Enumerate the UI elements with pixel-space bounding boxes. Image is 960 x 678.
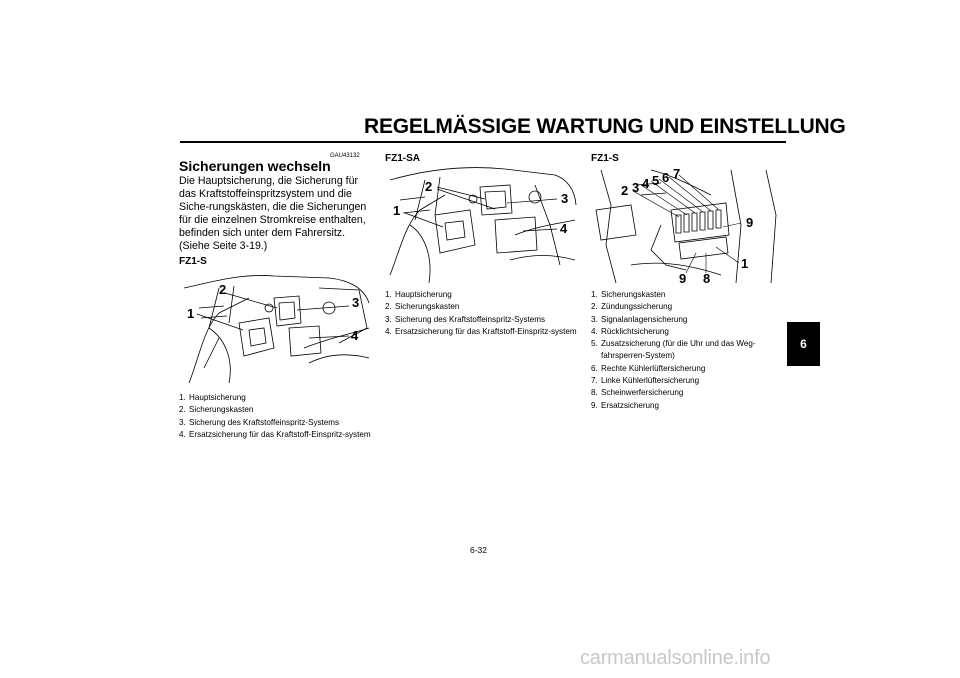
illustration-fz1s-fuse-box xyxy=(591,165,783,285)
legend-item: 5. Zusatzsicherung (für die Uhr und das Weg-fahrsperren-System) xyxy=(591,339,756,361)
callout-1: 1 xyxy=(187,306,195,321)
motorcycle-seat-area-drawing xyxy=(179,268,371,388)
legend-item: 1. Hauptsicherung xyxy=(179,393,246,402)
callout-3: 3 xyxy=(352,295,360,310)
legend-item: 4. Ersatzsicherung für das Kraftstoff-Einspritz-system xyxy=(385,326,577,336)
model-label-fz1s-fusebox: FZ1-S xyxy=(591,153,619,164)
callout-9-upper: 9 xyxy=(746,215,754,230)
callout-5: 5 xyxy=(652,173,660,188)
callout-2: 2 xyxy=(621,183,629,198)
page-title: REGELMÄSSIGE WARTUNG UND EINSTELLUNG xyxy=(364,115,846,138)
callout-7: 7 xyxy=(673,166,681,181)
legend-item: 1. Hauptsicherung xyxy=(385,290,452,299)
section-heading: Sicherungen wechseln xyxy=(179,158,331,174)
callout-6: 6 xyxy=(662,170,670,185)
model-label-fz1sa: FZ1-SA xyxy=(385,153,420,164)
legend-item: 3. Signalanlagensicherung xyxy=(591,314,688,324)
legend-fz1s-left xyxy=(179,392,371,441)
legend-item: 8. Scheinwerfersicherung xyxy=(591,388,684,398)
legend-item: 3. Sicherung des Kraftstoffeinspritz-Systems xyxy=(179,417,340,427)
callout-4: 4 xyxy=(351,328,359,343)
legend-item: 9. Ersatzsicherung xyxy=(591,400,660,410)
motorcycle-seat-area-drawing xyxy=(385,165,577,285)
callout-4: 4 xyxy=(642,176,650,191)
section-code: GAU43132 xyxy=(330,153,360,159)
callout-2: 2 xyxy=(425,179,433,194)
legend-item: 2. Sicherungskasten xyxy=(179,405,254,415)
callout-9-lower: 9 xyxy=(679,271,687,285)
title-rule xyxy=(180,141,786,143)
legend-item: 2. Sicherungskasten xyxy=(385,302,460,312)
intro-paragraph: Die Hauptsicherung, die Sicherung für das Kraftstoffeinspritzsystem und die Siche-rungskästen, die die Sicherungen für die einzelnen Stromkreise enthalten, befinden sich unter dem Fahrersitz. (Siehe Seite 3-19.) xyxy=(179,175,367,253)
callout-3: 3 xyxy=(561,191,569,206)
chapter-tab[interactable]: 6 xyxy=(787,322,820,366)
callout-3: 3 xyxy=(632,180,640,195)
illustration-fz1sa-fuse-location xyxy=(385,165,577,285)
fuse-box-drawing xyxy=(591,165,783,285)
callout-2: 2 xyxy=(219,282,227,297)
illustration-fz1s-fuse-location xyxy=(179,268,371,388)
legend-item: 3. Sicherung des Kraftstoffeinspritz-Systems xyxy=(385,314,546,324)
legend-item: 7. Linke Kühlerlüftersicherung xyxy=(591,376,700,386)
callout-4: 4 xyxy=(560,221,568,236)
legend-item: 4. Rücklichtsicherung xyxy=(591,326,669,336)
watermark-text[interactable]: carmanualsonline.info xyxy=(580,647,771,669)
legend-item: 1. Sicherungskasten xyxy=(591,290,666,299)
callout-1: 1 xyxy=(741,256,749,271)
legend-fz1sa xyxy=(385,289,577,338)
callout-1: 1 xyxy=(393,203,401,218)
callout-8: 8 xyxy=(703,271,711,285)
legend-item: 4. Ersatzsicherung für das Kraftstoff-Einspritz-system xyxy=(179,429,371,439)
legend-fz1s-fusebox xyxy=(591,289,783,412)
legend-item: 6. Rechte Kühlerlüftersicherung xyxy=(591,363,706,373)
page-number: 6-32 xyxy=(470,545,488,555)
legend-item: 2. Zündungssicherung xyxy=(591,302,673,312)
model-label-fz1s: FZ1-S xyxy=(179,256,207,267)
